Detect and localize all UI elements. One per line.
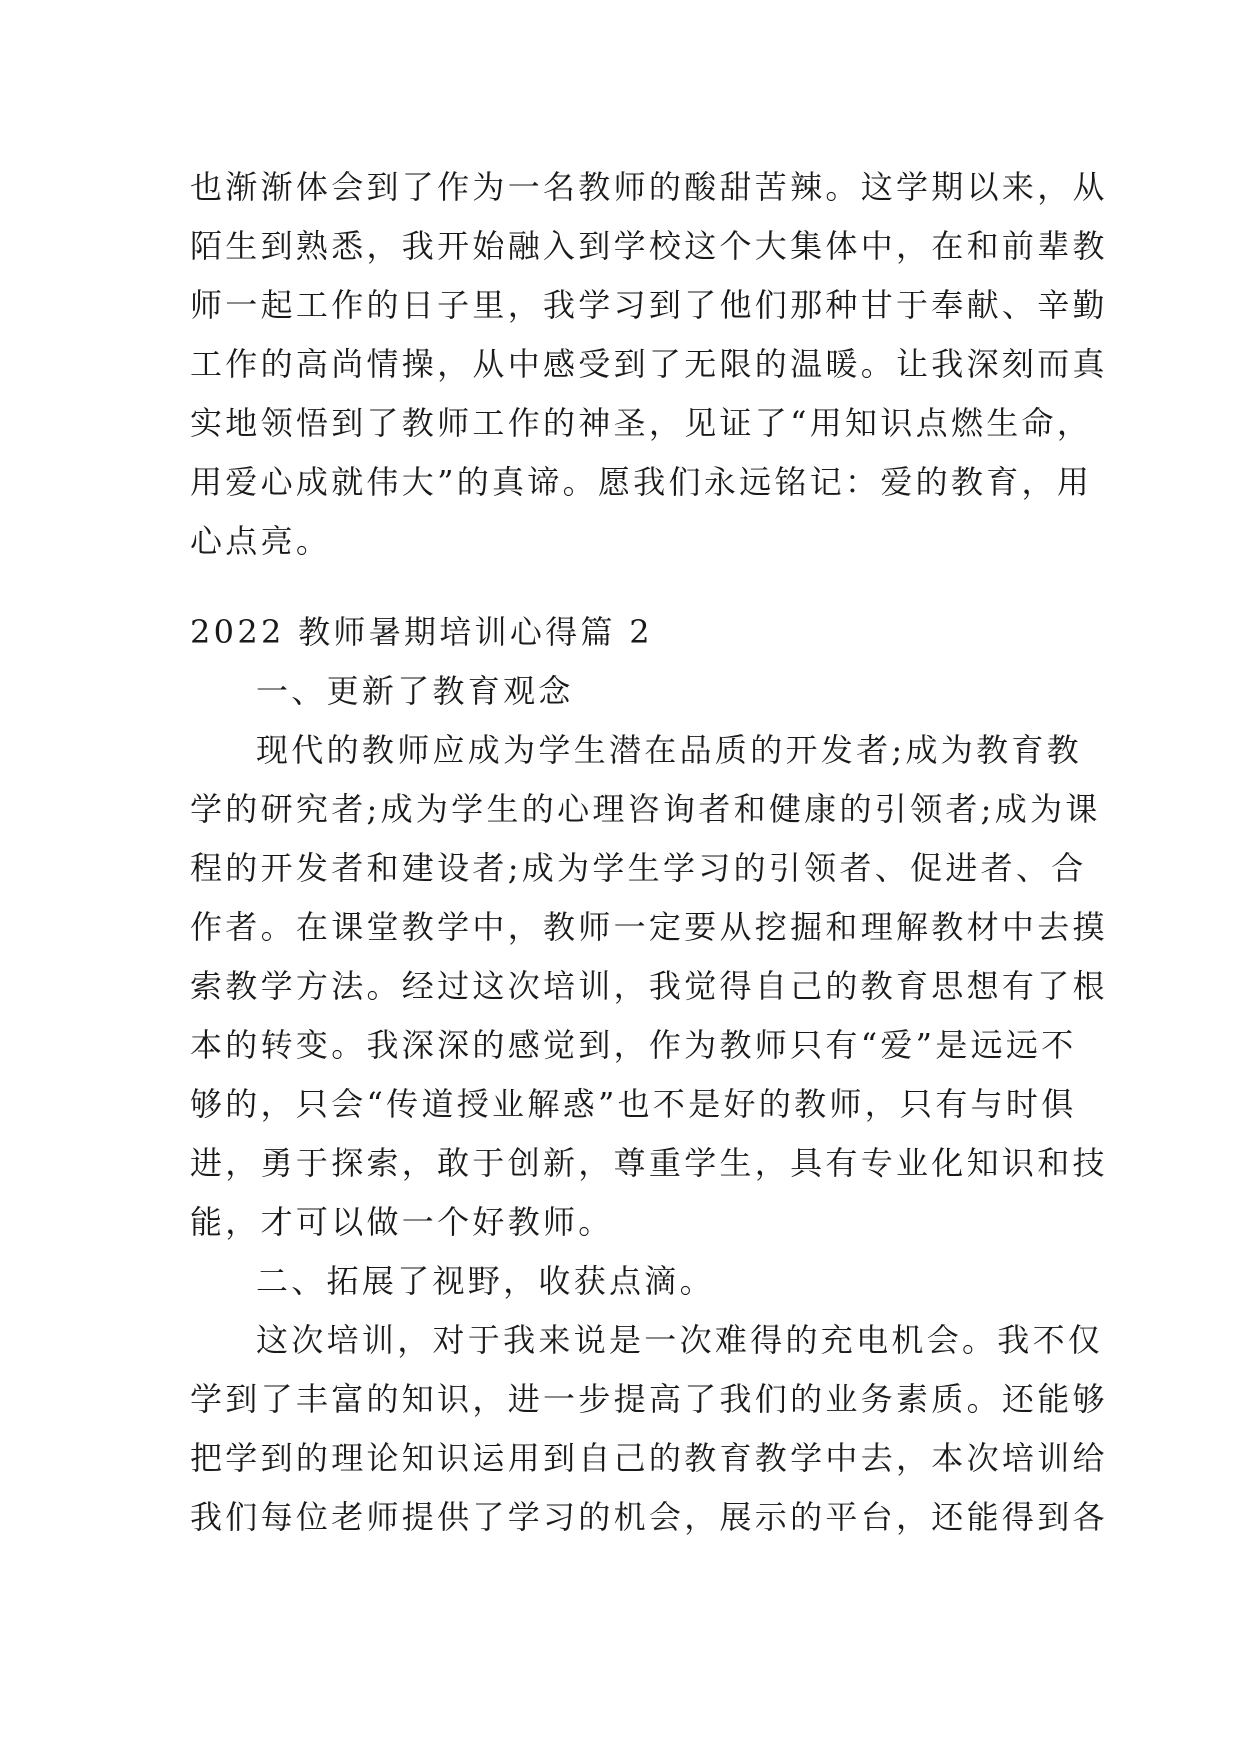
paragraph-line: 学的研究者;成为学生的心理咨询者和健康的引领者;成为课 xyxy=(190,790,1101,828)
section-title: 2022 教师暑期培训心得篇 2 xyxy=(190,613,653,651)
paragraph-line: 用爱心成就伟大”的真谛。愿我们永远铭记：爱的教育，用 xyxy=(190,463,1093,501)
paragraph-line: 陌生到熟悉，我开始融入到学校这个大集体中，在和前辈教 xyxy=(190,227,1108,265)
paragraph-line: 学到了丰富的知识，进一步提高了我们的业务素质。还能够 xyxy=(190,1380,1108,1418)
paragraph-line: 够的，只会“传道授业解惑”也不是好的教师，只有与时俱 xyxy=(190,1085,1077,1123)
heading-2: 二、拓展了视野，收获点滴。 xyxy=(256,1262,715,1300)
paragraph-line: 索教学方法。经过这次培训，我觉得自己的教育思想有了根 xyxy=(190,967,1108,1005)
paragraph-line: 现代的教师应成为学生潜在品质的开发者;成为教育教 xyxy=(256,731,1082,769)
paragraph-line: 我们每位老师提供了学习的机会，展示的平台，还能得到各 xyxy=(190,1498,1108,1536)
paragraph-line: 这次培训，对于我来说是一次难得的充电机会。我不仅 xyxy=(256,1321,1104,1359)
paragraph-line: 也渐渐体会到了作为一名教师的酸甜苦辣。这学期以来，从 xyxy=(190,168,1108,206)
paragraph-line: 程的开发者和建设者;成为学生学习的引领者、促进者、合 xyxy=(190,849,1087,887)
paragraph-line: 把学到的理论知识运用到自己的教育教学中去，本次培训给 xyxy=(190,1439,1108,1477)
paragraph-line: 实地领悟到了教师工作的神圣，见证了“用知识点燃生命， xyxy=(190,404,1093,442)
paragraph-line: 进，勇于探索，敢于创新，尊重学生，具有专业化知识和技 xyxy=(190,1144,1108,1182)
paragraph-line: 作者。在课堂教学中，教师一定要从挖掘和理解教材中去摸 xyxy=(190,908,1108,946)
paragraph-line: 本的转变。我深深的感觉到，作为教师只有“爱”是远远不 xyxy=(190,1026,1077,1064)
continuation-paragraph xyxy=(190,158,1108,571)
paragraph-line: 工作的高尚情操，从中感受到了无限的温暖。让我深刻而真 xyxy=(190,345,1108,383)
paragraph-line: 能，才可以做一个好教师。 xyxy=(190,1203,614,1241)
heading-1: 一、更新了教育观念 xyxy=(256,672,574,710)
paragraph-line: 心点亮。 xyxy=(190,522,332,560)
article-section xyxy=(190,603,1108,1547)
paragraph-line: 师一起工作的日子里，我学习到了他们那种甘于奉献、辛勤 xyxy=(190,286,1108,324)
